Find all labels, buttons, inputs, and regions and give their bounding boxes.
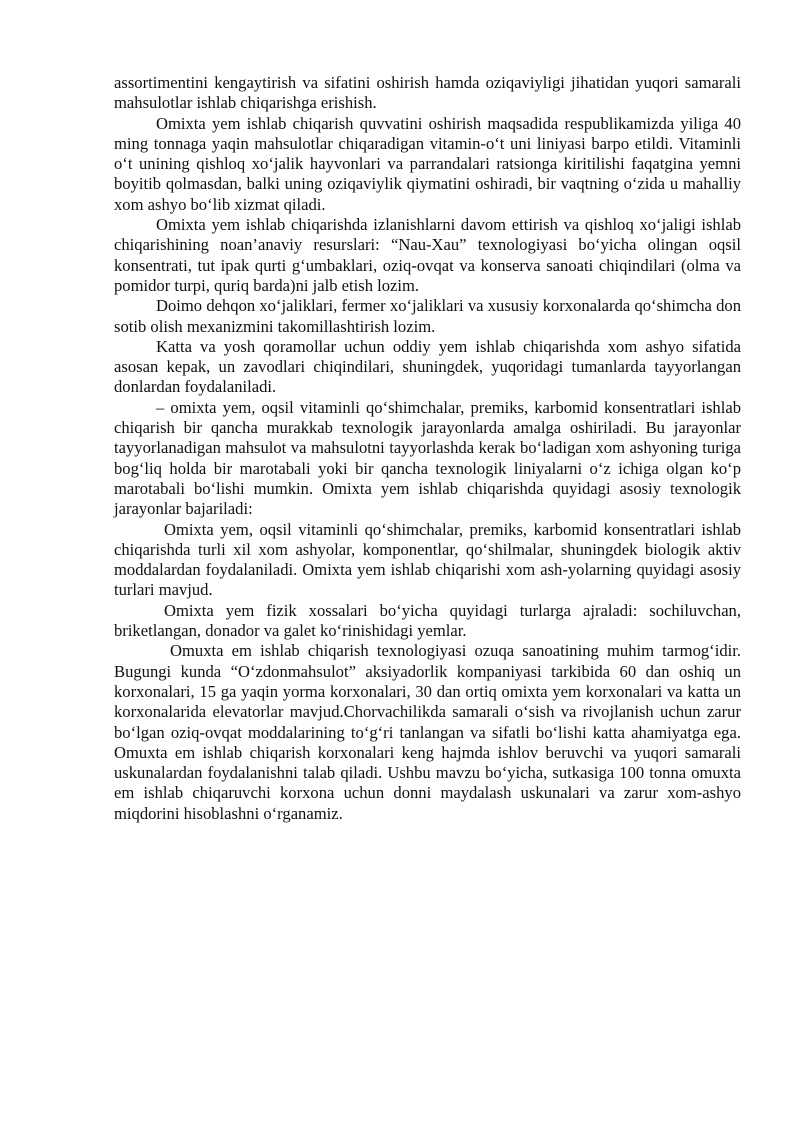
- document-page: [114, 73, 741, 824]
- paragraph-grain-purchase: Doimo dehqon xo‘jaliklari, fermer xo‘jaliklari va xususiy korxonalarda qo‘shimcha don sotib olish mexanizmini takomillashtirish lozim.: [114, 296, 741, 336]
- paragraph-technological-processes: – omixta yem, oqsil vitaminli qo‘shimchalar, premiks, karbomid konsentratlari ishlab chiqarish bir qancha murakkab texnologik jarayonlarda amalga oshiriladi. Bu jarayonlar tayyorlanadigan mahsulot va mahsulotni tayyorlashda kerak bo‘ladigan xom ashyoning turiga bog‘liq holda bir marotabali yoki bir qancha texnologik liniyalarni o‘z ichiga olgan ko‘p marotabali bo‘lishi mumkin. Omixta yem ishlab chiqarishda quyidagi asosiy texnologik jarayonlar bajariladi:: [114, 397, 741, 519]
- paragraph-cattle-feed: Katta va yosh qoramollar uchun oddiy yem ishlab chiqarishda xom ashyo sifatida asosan kepak, un zavodlari chiqindilari, shuningdek, yuqoridagi tumanlarda tayyorlangan donlardan foydalaniladi.: [114, 336, 741, 397]
- paragraph-continuation: assortimentini kengaytirish va sifatini oshirish hamda oziqaviyligi jihatidan yuqori samarali mahsulotlar ishlab chiqarishga erishish.: [114, 73, 741, 113]
- paragraph-raw-materials: Omixta yem, oqsil vitaminli qo‘shimchalar, premiks, karbomid konsentratlari ishlab chiqarishda turli xil xom ashyolar, komponentlar, qo‘shilmalar, shuningdek biologik aktiv moddalardan foydalaniladi. Omixta yem ishlab chiqarishi xom ash-yolarning quyidagi asosiy turlari mavjud.: [114, 519, 741, 600]
- paragraph-vitamin-line: Omixta yem ishlab chiqarish quvvatini oshirish maqsadida respublikamizda yiliga 40 ming tonnaga yaqin mahsulotlar chiqaradigan vitamin-o‘t uni liniyasi barpo etildi. Vitaminli o‘t unining qishloq xo‘jalik hayvonlari va parrandalari ratsionga kiritilishi faqatgina yemni boyitib qolmasdan, balki uning oziqaviylik qiymatini oshiradi, bir vaqtning o‘zida u mahalliy xom ashyo bo‘lib xizmat qiladi.: [114, 113, 741, 214]
- paragraph-nontraditional-resources: Omixta yem ishlab chiqarishda izlanishlarni davom ettirish va qishloq xo‘jaligi ishlab chiqarishining noan’anaviy resurslari: “Nau-Xau” texnologiyasi bo‘yicha olingan oqsil konsentrati, tut ipak qurti g‘umbaklari, oziq-ovqat va konserva sanoati chiqindilari (olma va pomidor turpi, quriq barda)ni jalb etish lozim.: [114, 215, 741, 295]
- paragraph-physical-properties: Omixta yem fizik xossalari bo‘yicha quyidagi turlarga ajraladi: sochiluvchan, briketlangan, donador va galet ko‘rinishidagi yemlar.: [114, 600, 741, 641]
- paragraph-industry-overview: Omuxta em ishlab chiqarish texnologiyasi ozuqa sanoatining muhim tarmog‘idir. Bugungi kunda “O‘zdonmahsulot” aksiyadorlik kompaniyasi tarkibida 60 dan oshiq un korxonalari, 15 ga yaqin yorma korxonalari, 30 dan ortiq omixta yem korxonalari va katta un korxonalarida elevatorlar mavjud.Chorvachilikda samarali o‘sish va rivojlanish uchun zarur bo‘lgan oziq-ovqat moddalarining to‘g‘ri tanlangan va sifatli bo‘lishi katta ahamiyatga ega. Omuxta em ishlab chiqarish korxonalari keng hajmda ishlov beruvchi va yuqori samarali uskunalardan foydalanishni talab qiladi. Ushbu mavzu bo‘yicha, sutkasiga 100 tonna omuxta em ishlab chiqaruvchi korxona uchun donni maydalash uskunalari va zarur xom-ashyo miqdorini hisoblashni o‘rganamiz.: [114, 641, 741, 823]
